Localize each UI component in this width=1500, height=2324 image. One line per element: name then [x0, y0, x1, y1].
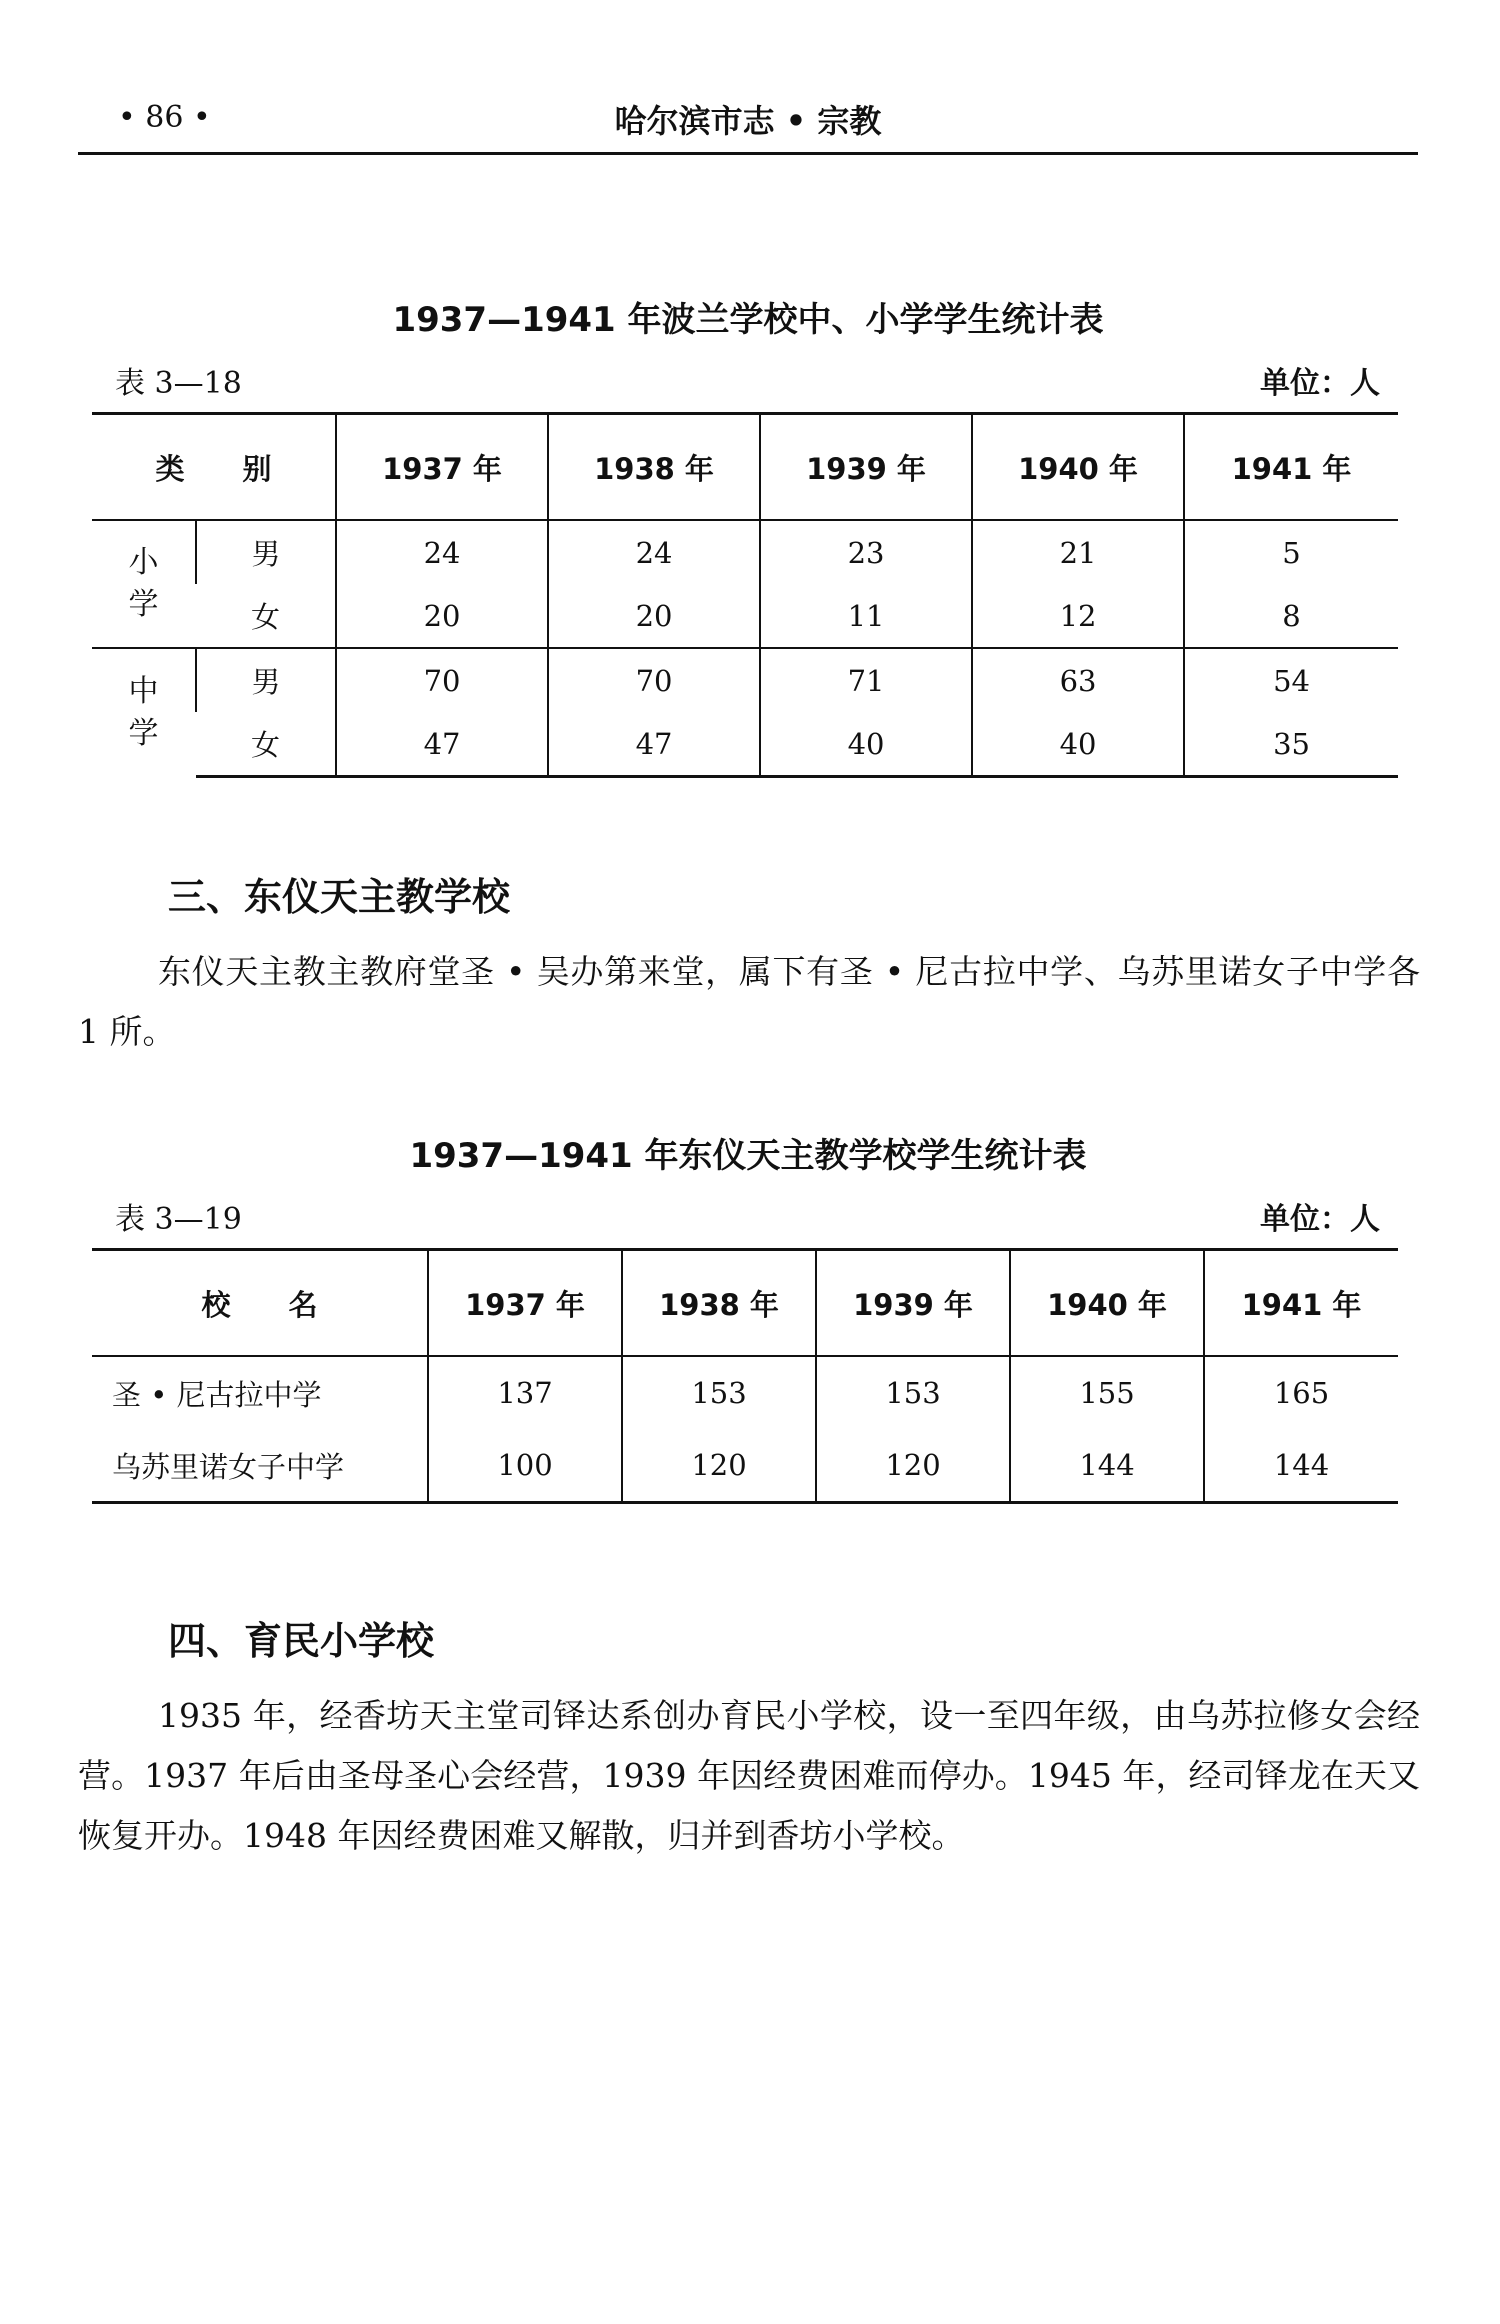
table1-header-row: [92, 414, 1398, 521]
value-cell: 24: [548, 520, 760, 584]
value-cell: 153: [622, 1356, 816, 1429]
table2-meta: [115, 1194, 1380, 1237]
value-cell: 40: [972, 712, 1184, 777]
year-header: 1938 年: [548, 414, 760, 521]
table-row: [92, 1429, 1398, 1503]
sex-cell: 男: [196, 648, 336, 712]
table-row: [92, 584, 1398, 648]
value-cell: 12: [972, 584, 1184, 648]
value-cell: 35: [1184, 712, 1398, 777]
school-name-header: 校 名: [92, 1250, 428, 1357]
table-row: [92, 1356, 1398, 1429]
value-cell: 100: [428, 1429, 622, 1503]
table1-meta: [115, 358, 1380, 401]
sex-cell: 女: [251, 600, 281, 634]
value-cell: 144: [1204, 1429, 1398, 1503]
school-name-cell: 圣 • 尼古拉中学: [112, 1377, 322, 1412]
year-header: 1939 年: [760, 414, 972, 521]
value-cell: 8: [1184, 584, 1398, 648]
year-header: 1939 年: [816, 1250, 1010, 1357]
table1-id: 表 3—18: [115, 366, 242, 401]
value-cell: 20: [336, 584, 548, 648]
value-cell: 5: [1184, 520, 1398, 584]
value-cell: 71: [760, 648, 972, 712]
value-cell: 153: [816, 1356, 1010, 1429]
group-label: 小学: [128, 545, 159, 622]
value-cell: 24: [336, 520, 548, 584]
year-header: 1937 年: [428, 1250, 622, 1357]
section3-heading: 三、东仪天主教学校: [168, 875, 511, 919]
value-cell: 137: [428, 1356, 622, 1429]
value-cell: 144: [1010, 1429, 1204, 1503]
section4-paragraph: 1935 年，经香坊天主堂司铎达系创办育民小学校，设一至四年级，由乌苏拉修女会经营。1937 年后由圣母圣心会经营，1939 年因经费困难而停办。1945 年，经司铎龙在天又恢复开办。1948 年因经费困难又解散，归并到香坊小学校。: [78, 1696, 1420, 1855]
value-cell: 120: [816, 1429, 1010, 1503]
value-cell: 20: [548, 584, 760, 648]
section4-heading: 四、育民小学校: [168, 1619, 435, 1663]
value-cell: 54: [1184, 648, 1398, 712]
group-label: 中学: [92, 648, 196, 777]
section3-paragraph: 东仪天主教主教府堂圣 • 吴办第来堂，属下有圣 • 尼古拉中学、乌苏里诺女子中学各 1 所。: [78, 952, 1420, 1051]
value-cell: 165: [1204, 1356, 1398, 1429]
value-cell: 70: [336, 648, 548, 712]
table-row: [92, 712, 1398, 777]
running-title: 哈尔滨市志 • 宗教: [614, 102, 882, 140]
category-header: 类 别: [92, 414, 336, 521]
page-header: [78, 92, 1418, 155]
value-cell: 47: [336, 712, 548, 777]
value-cell: 11: [760, 584, 972, 648]
year-header: 1941 年: [1184, 414, 1398, 521]
sex-cell: 女: [196, 712, 336, 777]
table2-header-row: [92, 1250, 1398, 1357]
value-cell: 63: [972, 648, 1184, 712]
value-cell: 21: [972, 520, 1184, 584]
value-cell: 155: [1010, 1356, 1204, 1429]
catholic-school-table: [92, 1248, 1398, 1504]
value-cell: 40: [760, 712, 972, 777]
polish-school-table: [92, 412, 1398, 778]
table1-title: 1937—1941 年波兰学校中、小学学生统计表: [392, 300, 1104, 340]
year-header: 1940 年: [972, 414, 1184, 521]
page-number: • 86 •: [118, 100, 211, 135]
year-header: 1937 年: [336, 414, 548, 521]
year-header: 1940 年: [1010, 1250, 1204, 1357]
table1-unit: 单位：人: [1260, 366, 1380, 401]
value-cell: 120: [622, 1429, 816, 1503]
year-header: 1938 年: [622, 1250, 816, 1357]
value-cell: 47: [548, 712, 760, 777]
table2-id: 表 3—19: [115, 1202, 242, 1237]
table2-title: 1937—1941 年东仪天主教学校学生统计表: [409, 1136, 1087, 1176]
sex-cell: 男: [196, 520, 336, 584]
value-cell: 70: [548, 648, 760, 712]
table2-unit: 单位：人: [1260, 1202, 1380, 1237]
table-row: [92, 648, 1398, 712]
table-row: [92, 520, 1398, 584]
value-cell: 23: [760, 520, 972, 584]
school-name-cell: 乌苏里诺女子中学: [92, 1429, 428, 1503]
year-header: 1941 年: [1204, 1250, 1398, 1357]
